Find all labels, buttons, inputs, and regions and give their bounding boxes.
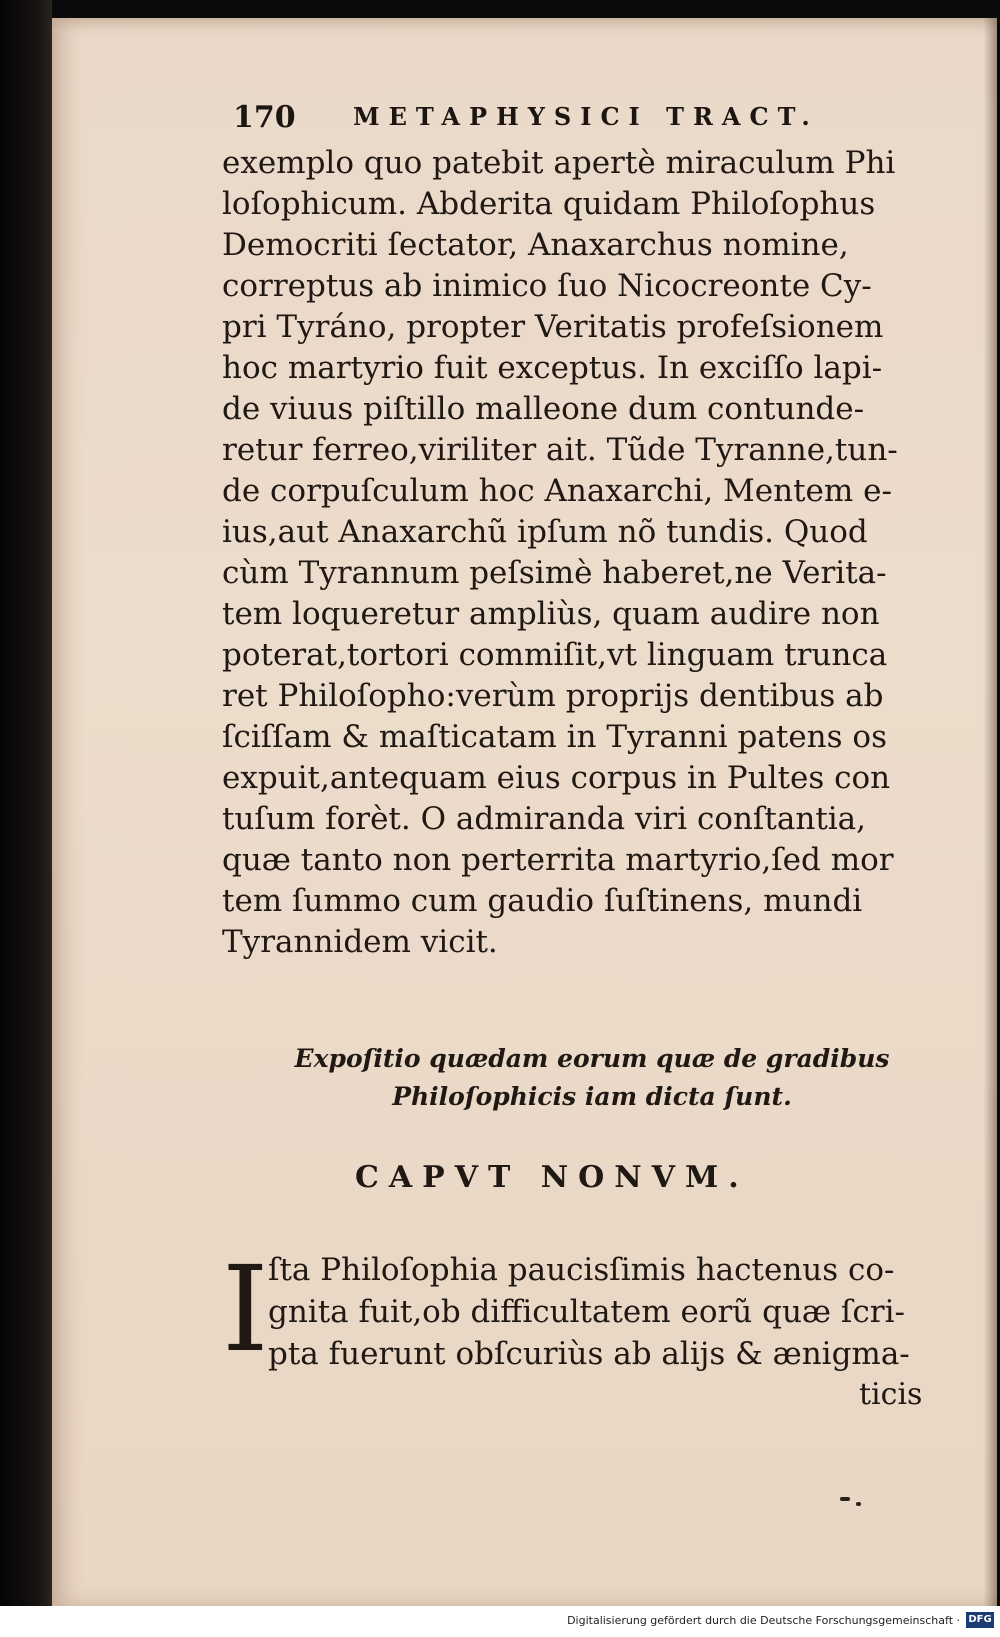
- text-line: tem ſummo cum gaudio ſuſtinens, mundi: [222, 883, 863, 919]
- text-line: de viuus piſtillo malleone dum contunde-: [222, 391, 865, 427]
- text-line: pta fuerunt obſcuriùs ab alijs & ænigma-: [268, 1336, 910, 1372]
- text-line: pri Tyráno, propter Veritatis profeſsionem: [222, 309, 884, 345]
- text-line: hoc martyrio fuit exceptus. In exciſſo lapi-: [222, 350, 883, 386]
- text-line: gnita fuit,ob difficultatem eorũ quæ ſcri-: [268, 1294, 905, 1330]
- chapter-paragraph: [268, 1249, 928, 1375]
- text-line: correptus ab inimico ſuo Nicocreonte Cy-: [222, 268, 872, 304]
- text-line: cùm Tyrannum peſsimè haberet,ne Verita-: [222, 555, 887, 591]
- text-line: exemplo quo patebit apertè miraculum Phi: [222, 145, 896, 181]
- text-line: tem loqueretur ampliùs, quam audire non: [222, 596, 880, 632]
- text-line: expuit,antequam eius corpus in Pultes con: [222, 760, 891, 796]
- page-header: [233, 100, 873, 136]
- text-line: quæ tanto non perterrita martyrio,ſed mor: [222, 842, 894, 878]
- dfg-logo: DFG: [966, 1612, 994, 1628]
- ink-speck: [840, 1497, 850, 1501]
- text-line: ret Philoſopho:verùm proprijs dentibus ab: [222, 678, 884, 714]
- text-line: ſta Philoſophia paucisſimis hactenus co-: [268, 1252, 895, 1288]
- page-shadow: [983, 18, 997, 1606]
- text-line: tuſum forèt. O admiranda viri conſtantia,: [222, 801, 867, 837]
- page-number: 170: [233, 100, 296, 135]
- subtitle-line: Expoſitio quædam eorum quæ de gradibus: [294, 1044, 890, 1073]
- ink-speck: [856, 1502, 861, 1506]
- text-line: Tyrannidem vicit.: [222, 924, 498, 960]
- text-line: poterat,tortori commiſit,vt linguam trunca: [222, 637, 888, 673]
- chapter-subtitle: [262, 1040, 922, 1116]
- running-head: METAPHYSICI TRACT.: [353, 102, 819, 131]
- text-line: ius,aut Anaxarchũ ipſum nõ tundis. Quod: [222, 514, 868, 550]
- body-paragraph: [222, 143, 922, 963]
- text-line: retur ferreo,viriliter ait. Tũde Tyranne,tun-: [222, 432, 898, 468]
- text-line: de corpuſculum hoc Anaxarchi, Mentem e-: [222, 473, 892, 509]
- chapter-heading: CAPVT NONVM.: [355, 1160, 749, 1195]
- text-line: Democriti ſectator, Anaxarchus nomine,: [222, 227, 849, 263]
- catchword: ticis: [859, 1377, 923, 1412]
- drop-cap: I: [222, 1240, 269, 1378]
- footer-bar: [0, 1606, 1000, 1637]
- footer-credit: Digitalisierung gefördert durch die Deutsche Forschungsgemeinschaft ·: [567, 1614, 960, 1627]
- subtitle-line: Philoſophicis iam dicta ſunt.: [392, 1082, 792, 1111]
- text-line: loſophicum. Abderita quidam Philoſophus: [222, 186, 876, 222]
- book-edge: [0, 0, 52, 1637]
- text-line: ſciſſam & maſticatam in Tyranni patens os: [222, 719, 887, 755]
